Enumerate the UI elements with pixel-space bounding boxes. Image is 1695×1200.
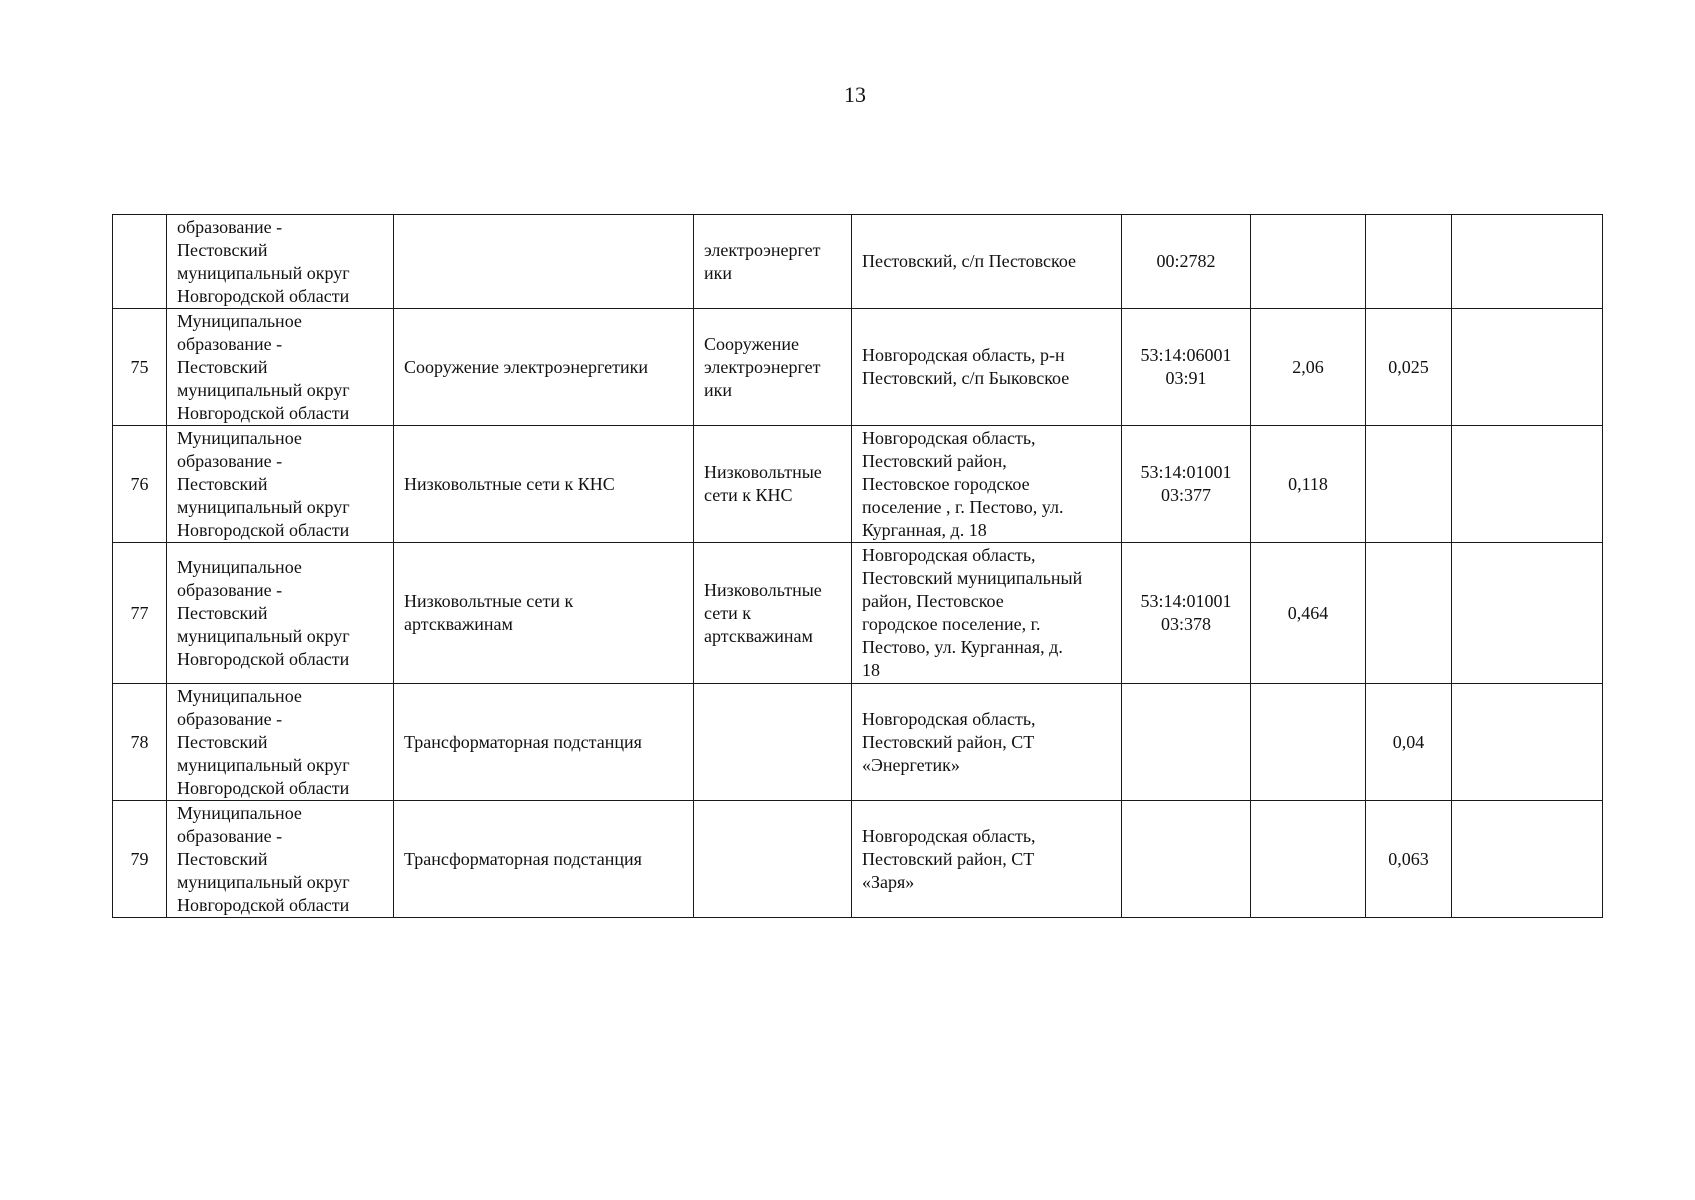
table-row xyxy=(113,309,1603,426)
table-row xyxy=(113,426,1603,543)
extra-cell xyxy=(1452,215,1603,309)
page-number: 13 xyxy=(844,82,866,107)
extra-cell xyxy=(1452,684,1603,801)
area-cell: 0,063 xyxy=(1366,801,1452,918)
row-number: 75 xyxy=(113,309,167,426)
address-cell: Новгородская область, Пестовский район, СТ «Энергетик» xyxy=(852,684,1122,801)
cadastral-number-cell: 00:2782 xyxy=(1122,215,1251,309)
length-cell: 0,464 xyxy=(1251,543,1366,684)
row-number: 77 xyxy=(113,543,167,684)
address-cell: Новгородская область, Пестовский район, Пестовское городское поселение , г. Пестово, ул. Курганная, д. 18 xyxy=(852,426,1122,543)
row-number: 78 xyxy=(113,684,167,801)
purpose-cell: Низковольтные сети к артскважинам xyxy=(694,543,852,684)
extra-cell xyxy=(1452,309,1603,426)
property-registry-table xyxy=(112,214,1603,918)
area-cell xyxy=(1366,543,1452,684)
row-number: 79 xyxy=(113,801,167,918)
owner-cell: Муниципальное образование - Пестовский муниципальный округ Новгородской области xyxy=(167,309,394,426)
address-cell: Пестовский, с/п Пестовское xyxy=(852,215,1122,309)
object-name-cell: Низковольтные сети к артскважинам xyxy=(394,543,694,684)
address-cell: Новгородская область, р-н Пестовский, с/п Быковское xyxy=(852,309,1122,426)
length-cell: 2,06 xyxy=(1251,309,1366,426)
object-name-cell: Сооружение электроэнергетики xyxy=(394,309,694,426)
table-row xyxy=(113,543,1603,684)
owner-cell: Муниципальное образование - Пестовский муниципальный округ Новгородской области xyxy=(167,684,394,801)
cadastral-number-cell: 53:14:01001 03:378 xyxy=(1122,543,1251,684)
purpose-cell: Сооружение электроэнергет ики xyxy=(694,309,852,426)
object-name-cell: Трансформаторная подстанция xyxy=(394,801,694,918)
area-cell: 0,04 xyxy=(1366,684,1452,801)
cadastral-number-cell: 53:14:06001 03:91 xyxy=(1122,309,1251,426)
length-cell: 0,118 xyxy=(1251,426,1366,543)
address-cell: Новгородская область, Пестовский район, СТ «Заря» xyxy=(852,801,1122,918)
length-cell xyxy=(1251,684,1366,801)
purpose-cell xyxy=(694,684,852,801)
address-cell: Новгородская область, Пестовский муниципальный район, Пестовское городское поселение, г. Пестово, ул. Курганная, д. 18 xyxy=(852,543,1122,684)
owner-cell: образование - Пестовский муниципальный округ Новгородской области xyxy=(167,215,394,309)
purpose-cell: Низковольтные сети к КНС xyxy=(694,426,852,543)
object-name-cell xyxy=(394,215,694,309)
area-cell xyxy=(1366,215,1452,309)
row-number xyxy=(113,215,167,309)
owner-cell: Муниципальное образование - Пестовский муниципальный округ Новгородской области xyxy=(167,426,394,543)
table-row xyxy=(113,215,1603,309)
extra-cell xyxy=(1452,543,1603,684)
cadastral-number-cell xyxy=(1122,684,1251,801)
extra-cell xyxy=(1452,426,1603,543)
object-name-cell: Трансформаторная подстанция xyxy=(394,684,694,801)
purpose-cell: электроэнергет ики xyxy=(694,215,852,309)
purpose-cell xyxy=(694,801,852,918)
cadastral-number-cell: 53:14:01001 03:377 xyxy=(1122,426,1251,543)
area-cell xyxy=(1366,426,1452,543)
table-row xyxy=(113,684,1603,801)
extra-cell xyxy=(1452,801,1603,918)
table-row xyxy=(113,801,1603,918)
row-number: 76 xyxy=(113,426,167,543)
length-cell xyxy=(1251,215,1366,309)
cadastral-number-cell xyxy=(1122,801,1251,918)
owner-cell: Муниципальное образование - Пестовский муниципальный округ Новгородской области xyxy=(167,543,394,684)
owner-cell: Муниципальное образование - Пестовский муниципальный округ Новгородской области xyxy=(167,801,394,918)
area-cell: 0,025 xyxy=(1366,309,1452,426)
length-cell xyxy=(1251,801,1366,918)
object-name-cell: Низковольтные сети к КНС xyxy=(394,426,694,543)
